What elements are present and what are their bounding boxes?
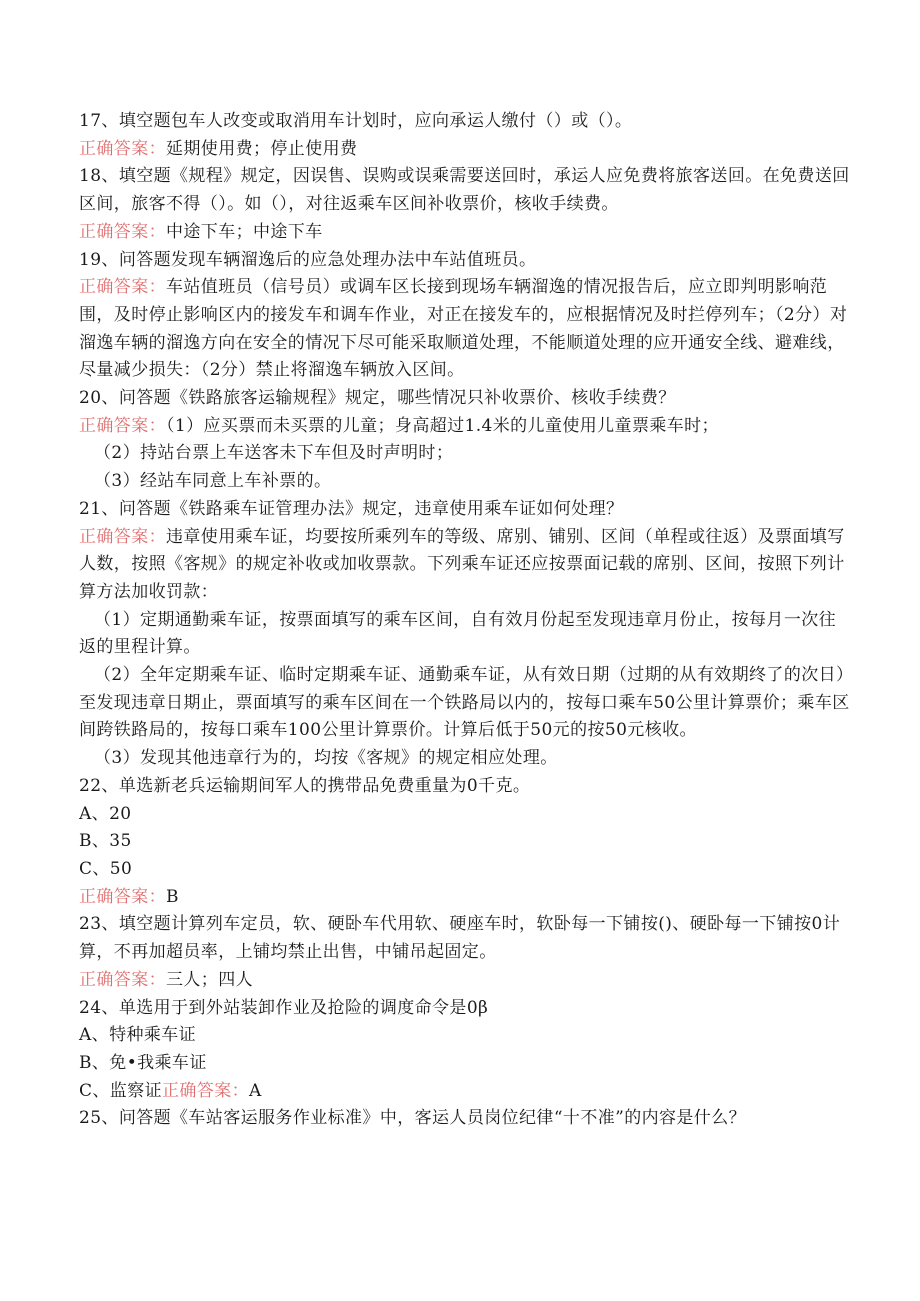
- question-25: 25、问答题《车站客运服务作业标准》中，客运人员岗位纪律“十不准”的内容是什么？: [79, 1108, 747, 1129]
- option-22-b: B、35: [79, 831, 132, 852]
- answer-label: 正确答案：: [162, 1080, 250, 1101]
- option-22-a: A、20: [79, 803, 132, 824]
- option-24-b: B、免•我乘车证: [79, 1052, 207, 1073]
- question-20: 20、问答题《铁路旅客运输规程》规定，哪些情况只补收票价、核收手续费？: [79, 388, 676, 409]
- answer-label: 正确答案：: [79, 415, 166, 436]
- question-24: 24、单选用于到外站装卸作业及抢险的调度命令是0β: [79, 997, 489, 1018]
- answer-text: 延期使用费；停止使用费: [166, 138, 358, 159]
- question-18: 18、填空题《规程》规定，因误售、误购或误乘需要送回时，承运人应免费将旅客送回。在免费送回区间，旅客不得（）。如（），对往返乘车区间补收票价，核收手续费。: [79, 166, 850, 215]
- answer-label: 正确答案：: [79, 277, 166, 298]
- answer-20: [79, 413, 850, 441]
- answer-21: [79, 524, 850, 607]
- answer-23: [79, 967, 850, 995]
- answer-21-item-3: （3）发现其他违章行为的，均按《客规》的规定相应处理。: [94, 748, 558, 769]
- answer-label: 正确答案：: [79, 886, 166, 907]
- answer-text: 车站值班员（信号员）或调车区长接到现场车辆溜逸的情况报告后，应立即判明影响范围，及时停止影响区内的接发车和调车作业，对正在接发车的，应根据情况及时拦停列车；（2分）对溜逸车辆的溜逸方向在安全的情况下尽可能采取顺道处理，不能顺道处理的应开通安全线、避难线，尽量减少损失：（2分）禁止将溜逸车辆放入区间。: [79, 277, 848, 381]
- option-24-c: C、监察证: [79, 1080, 163, 1101]
- answer-label: 正确答案：: [79, 969, 166, 990]
- answer-18: [79, 219, 850, 247]
- option-22-c: C、50: [79, 858, 133, 879]
- answer-text: （1）应买票而未买票的儿童；身高超过1.4米的儿童使用儿童票乘车时；: [166, 415, 719, 436]
- answer-text: B: [166, 886, 179, 907]
- answer-20-line-2: （2）持站台票上车送客未下车但及时声明时；: [94, 443, 454, 464]
- answer-text: 三人；四人: [166, 969, 253, 990]
- answer-20-line-3: （3）经站车同意上车补票的。: [94, 471, 332, 492]
- answer-text: A: [249, 1080, 262, 1101]
- answer-text: 中途下车；中途下车: [166, 221, 323, 242]
- question-23: 23、填空题计算列车定员，软、硬卧车代用软、硬座车时，软卧每一下铺按()、硬卧每一下铺按0计算，不再加超员率，上铺均禁止出售，中铺吊起固定。: [79, 914, 841, 963]
- answer-label: 正确答案：: [79, 221, 166, 242]
- answer-label: 正确答案：: [79, 526, 166, 547]
- option-24-c-with-answer: [79, 1078, 850, 1106]
- question-21: 21、问答题《铁路乘车证管理办法》规定，违章使用乘车证如何处理？: [79, 498, 624, 519]
- answer-22: [79, 884, 850, 912]
- answer-label: 正确答案：: [79, 138, 166, 159]
- option-24-a: A、特种乘车证: [79, 1025, 197, 1046]
- answer-21-item-2: （2）全年定期乘车证、临时定期乘车证、通勤乘车证，从有效日期（过期的从有效期终了的次日）至发现违章日期止，票面填写的乘车区间在一个铁路局以内的，按每口乘车50公里计算票价；乘车区间跨铁路局的，按每口乘车100公里计算票价。计算后低于50元的按50元核收。: [79, 665, 850, 741]
- answer-text: 违章使用乘车证，均要按所乘列车的等级、席别、铺别、区间（单程或往返）及票面填写人数，按照《客规》的规定补收或加收票款。下列乘车证还应按票面记载的席别、区间，按照下列计算方法加收罚款：: [79, 526, 845, 602]
- question-22: 22、单选新老兵运输期间军人的携带品免费重量为0千克。: [79, 775, 531, 796]
- answer-17: [79, 136, 850, 164]
- question-17: 17、填空题包车人改变或取消用车计划时，应向承运人缴付（）或（）。: [79, 111, 633, 131]
- question-19: 19、问答题发现车辆溜逸后的应急处理办法中车站值班员。: [79, 249, 537, 270]
- answer-21-item-1: （1）定期通勤乘车证，按票面填写的乘车区间，自有效月份起至发现违章月份止，按每月一次往返的里程计算。: [79, 609, 837, 658]
- answer-19: [79, 274, 850, 385]
